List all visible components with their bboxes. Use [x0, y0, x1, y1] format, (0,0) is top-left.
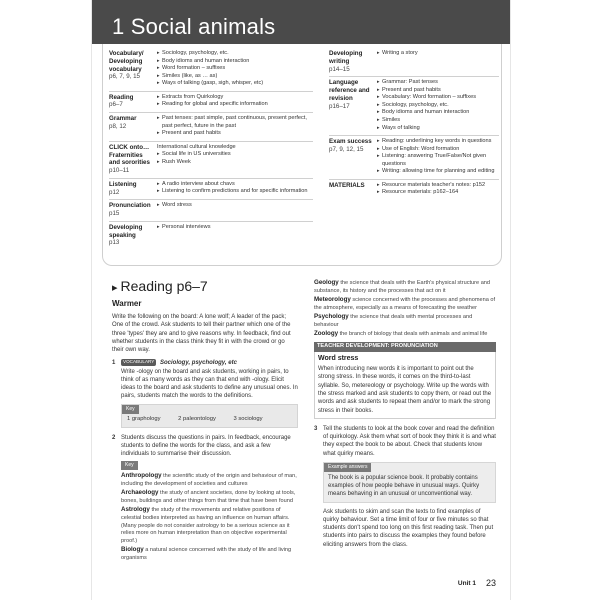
overview-item: ▸ Sociology, psychology, etc. [377, 102, 499, 110]
glossary-definition: the study of ancient societies, done by looking at tools, bones, buildings and other things from that time that have been found [121, 490, 296, 504]
overview-item: ▸ Personal interviews [157, 224, 313, 232]
overview-items [157, 94, 313, 110]
overview-pages: p13 [109, 239, 120, 247]
overview-items [157, 224, 313, 247]
glossary-definition: the branch of biology that deals with animals and animal life [339, 331, 488, 338]
overview-heading-text: Exam success [329, 138, 372, 146]
overview-items [157, 202, 313, 218]
overview-row [329, 48, 499, 77]
key-box [121, 404, 298, 428]
overview-items [157, 144, 313, 175]
overview-pages: p15 [109, 210, 120, 218]
overview-item: ▸ Present and past habits [157, 130, 313, 138]
overview-items [377, 138, 499, 176]
key-answer: 3 sociology [233, 415, 263, 422]
overview-heading-text: Developing writing [329, 50, 363, 65]
textbook-page [92, 0, 510, 600]
right-text-column [314, 279, 496, 549]
overview-item: ▸ Ways of talking (gasp, sigh, whisper, etc) [157, 80, 313, 88]
task-3-text: Tell the students to look at the book cover and read the definition of quirkology. Ask them what sort of book they think it is and what they expect the book to be about. Check that students know what quirky means. [323, 425, 496, 457]
glossary-term: Archaeology [121, 489, 159, 497]
overview-row-heading [329, 182, 377, 197]
overview-pages: p6, 7, 9, 15 [109, 73, 140, 81]
overview-row-heading [109, 224, 157, 247]
overview-row-heading [109, 94, 157, 110]
overview-pages: p6–7 [109, 101, 123, 109]
overview-items [377, 50, 499, 73]
warmer-heading: Warmer [112, 299, 142, 308]
overview-items [377, 79, 499, 132]
glossary-term: Anthropology [121, 472, 162, 480]
overview-item: ▸ Listening: answering True/False/Not given questions [377, 153, 499, 168]
overview-heading-text: MATERIALS [329, 181, 365, 189]
overview-item: ▸ Writing: allowing time for planning and editing [377, 168, 499, 176]
overview-item: ▸ Word formation – suffixes [157, 65, 313, 73]
glossary-definition: the science that deals with mental processes and behaviour [314, 314, 473, 328]
overview-row [109, 92, 313, 114]
footer-unit: Unit 1 [457, 580, 476, 587]
glossary-entry [314, 296, 496, 312]
page-number: 23 [485, 578, 496, 588]
task-3-continued: Ask students to skim and scan the texts to find examples of quirky behaviour. Set a time limit of four or five minutes so that students don't spend too long on this first reading task. Then put students into pairs to discuss the examples they found before eliciting answers from the class. [323, 508, 494, 548]
key-answer: 1 graphology [127, 415, 161, 422]
overview-left-column [109, 48, 313, 250]
overview-heading-text: Grammar [109, 115, 137, 123]
reading-heading-text: Reading p6–7 [120, 278, 208, 294]
overview-item: ▸ Social life in US universities [157, 151, 313, 159]
reading-section-heading [112, 278, 208, 294]
overview-item: ▸ A radio interview about chavs [157, 181, 313, 189]
overview-row-heading [329, 50, 377, 73]
overview-item: ▸ Word stress [157, 202, 313, 210]
glossary-definition: the science that deals with the Earth's physical structure and substance, its history and the processes that act on it [314, 280, 491, 294]
overview-row [109, 113, 313, 142]
overview-pages: p12 [109, 188, 120, 196]
overview-item: ▸ Listening to confirm predictions and for specific information [157, 188, 313, 196]
overview-heading-text: Reading [109, 93, 134, 101]
overview-item: ▸ Grammar: Past tenses [377, 79, 499, 87]
overview-item: ▸ Resource materials: p162–164 [377, 189, 499, 197]
key-answer: 2 paleontology [178, 415, 216, 422]
glossary-entry [121, 546, 298, 562]
overview-row [329, 180, 499, 200]
overview-item: ▸ Reading: underlining key words in questions [377, 138, 499, 146]
overview-item: ▸ Body idioms and human interaction [377, 109, 499, 117]
overview-row [109, 48, 313, 92]
overview-row-heading [109, 50, 157, 88]
overview-heading-text: Developing speaking [109, 223, 143, 239]
overview-item: ▸ Ways of talking [377, 125, 499, 133]
overview-item: ▸ Reading for global and specific information [157, 101, 313, 109]
overview-row [329, 77, 499, 136]
glossary-term: Biology [121, 546, 144, 554]
left-text-column [112, 296, 298, 563]
glossary-definition: the scientific study of the origin and behaviour of man, including the development of societies and cultures [121, 473, 297, 487]
word-stress-heading: Word stress [318, 354, 359, 362]
teacher-development-title: TEACHER DEVELOPMENT: PRONUNCIATION [314, 342, 496, 352]
overview-row [109, 222, 313, 250]
task-3 [314, 425, 496, 458]
overview-row-heading [109, 115, 157, 138]
glossary-term: Meteorology [314, 296, 351, 304]
overview-row-heading [109, 144, 157, 175]
overview-item: ▸ Similes (like, as … as) [157, 73, 313, 81]
overview-item: ▸ Similes [377, 117, 499, 125]
overview-row [109, 179, 313, 201]
glossary-entry [314, 313, 496, 329]
key-label: Key [121, 461, 138, 470]
key-label: Key [122, 405, 139, 414]
overview-item: ▸ Sociology, psychology, etc. [157, 50, 313, 58]
glossary-term: Astrology [121, 506, 150, 514]
glossary-entry [314, 330, 496, 339]
example-answers-box [323, 462, 496, 503]
overview-heading-text: Language reference and revision [329, 79, 370, 102]
overview-row-heading [109, 202, 157, 218]
page-footer [458, 578, 496, 588]
vocabulary-tag: VOCABULARY [123, 359, 155, 365]
warmer-text: Write the following on the board: A lone wolf; A leader of the pack; One of the crowd. Ask students to tell their partner which one of the three 'types' they are and to give reasons why. In feedback, find out whether students in the class think they fit in with the crowd or go their own way. [112, 314, 291, 354]
overview-pages: p14–15 [329, 65, 350, 73]
task-number: 3 [314, 425, 318, 432]
task-1-text: Write -ology on the board and ask students, working in pairs, to think of as many words as they can that end with -ology. Elicit ideas to the board and ask students to define any unusual ones. In pairs, students match the words to the definitions. [121, 368, 298, 400]
word-stress-text: When introducing new words it is important to point out the strong stress. In these words, it comes on the third-to-last syllable. So, metereology or psychology. Write up the words with the stress marked and ask students to copy them, or read out the words and ask students to repeat them and/or to mark the strong stress in their books. [318, 366, 492, 414]
task-2 [112, 434, 298, 459]
overview-pages: p7, 9, 12, 15 [329, 145, 364, 153]
overview-item: ▸ Present and past habits [377, 87, 499, 95]
glossary-entry [314, 279, 496, 295]
triangle-icon: ▸ [112, 282, 118, 294]
task-2-text: Students discuss the questions in pairs. In feedback, encourage students to define the words for the class, and ask a few individuals to summarise their discussion. [121, 434, 291, 458]
overview-row [329, 136, 499, 180]
overview-item: ▸ Body idioms and human interaction [157, 58, 313, 66]
glossary-definition: a natural science concerned with the study of life and living organisms [121, 547, 292, 561]
overview-heading-text: Pronunciation [109, 202, 151, 210]
overview-items [157, 50, 313, 88]
overview-item: ▸ Resource materials teacher's notes: p152 [377, 182, 499, 190]
task-1 [112, 359, 298, 400]
key-answers [122, 416, 297, 424]
overview-item: ▸ Past tenses: past simple, past continuous, present perfect, past perfect, future in the past [157, 115, 313, 130]
header-band [92, 0, 510, 44]
overview-items [157, 181, 313, 197]
glossary-term: Zoology [314, 330, 339, 338]
overview-item: ▸ Use of English: Word formation [377, 146, 499, 154]
overview-items [157, 115, 313, 138]
example-answers-label: Example answers [324, 463, 371, 472]
overview-right-column [329, 48, 499, 200]
glossary-term: Psychology [314, 313, 349, 321]
overview-items [377, 182, 499, 197]
overview-item: ▸ Rush Week [157, 159, 313, 167]
example-answers-text: The book is a popular science book. It probably contains examples of how people behave in unusual ways. Quirky means behaving in an unusual or unconventional way. [328, 474, 480, 498]
overview-item: International cultural knowledge [157, 143, 236, 150]
overview-row [109, 200, 313, 222]
task-1-title: Sociology, psychology, etc [160, 360, 237, 367]
task-number: 1 [112, 360, 116, 367]
glossary-entry [121, 472, 298, 488]
overview-heading-text: CLICK onto… Fraternities and sororities [109, 143, 150, 167]
teacher-development-box [314, 342, 496, 419]
glossary-list [121, 472, 298, 562]
overview-pages: p16–17 [329, 102, 350, 110]
glossary-definition: the study of the movements and relative positions of celestial bodies interpreted as having an influence on human affairs. (Many people do not consider astrology to be a serious science as it relies more on human interpretation than on objective experimental proof.) [121, 507, 290, 544]
overview-row-heading [329, 138, 377, 176]
overview-item: ▸ Writing a story [377, 50, 499, 58]
overview-pages: p10–11 [109, 167, 130, 175]
task-number: 2 [112, 434, 116, 441]
unit-overview-table [102, 44, 502, 266]
overview-row [109, 142, 313, 179]
overview-heading-text: Vocabulary/ Developing vocabulary [109, 50, 144, 73]
unit-title: 1 Social animals [112, 14, 276, 39]
overview-heading-text: Listening [109, 180, 137, 188]
overview-row-heading [329, 79, 377, 132]
glossary-entry [121, 506, 298, 545]
overview-pages: p8, 12 [109, 122, 127, 130]
overview-item: ▸ Extracts from Quirkology [157, 94, 313, 102]
overview-item: ▸ Vocabulary: Word formation – suffixes [377, 94, 499, 102]
overview-row-heading [109, 181, 157, 197]
glossary-definition: science concerned with the processes and phenomena of the atmosphere, especially as a means of forecasting the weather [314, 297, 496, 311]
glossary-list-continued [314, 279, 496, 339]
glossary-entry [121, 489, 298, 505]
key-glossary [121, 461, 298, 562]
glossary-term: Geology [314, 279, 339, 286]
